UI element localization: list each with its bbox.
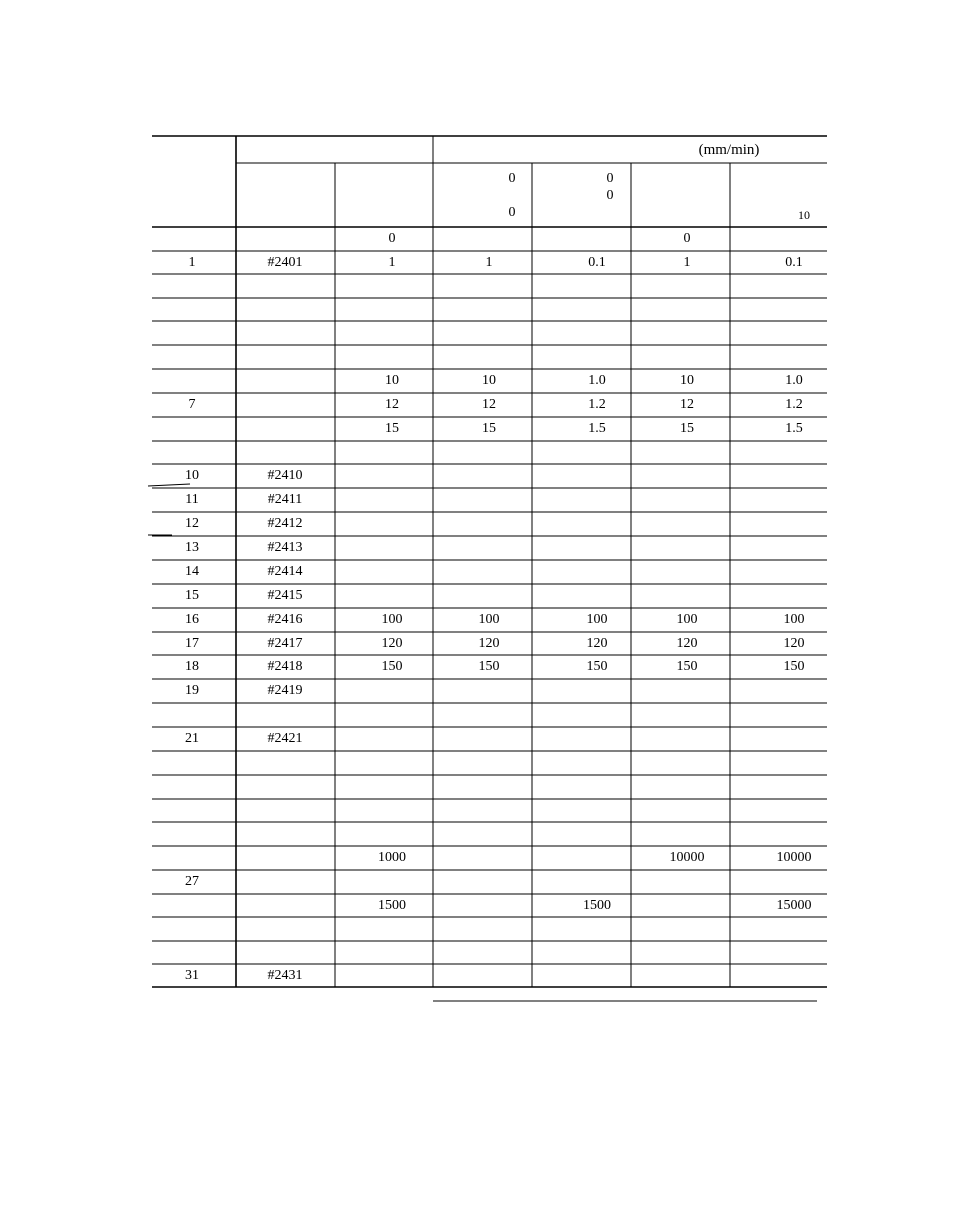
header-sub-value: 0 <box>508 171 516 186</box>
row-number: 17 <box>185 635 199 651</box>
parameter-id: #2401 <box>267 254 303 270</box>
row-number: 14 <box>185 564 199 579</box>
cell-value: 100 <box>478 612 500 627</box>
parameter-id: #2421 <box>267 731 303 746</box>
header-sub-value: 0 <box>606 188 614 203</box>
header-sub-value: 0 <box>606 171 614 186</box>
cell-value: 100 <box>586 612 608 627</box>
row-number: 31 <box>185 967 199 983</box>
parameter-id: #2431 <box>267 967 303 983</box>
header-sub-value: 10 <box>798 208 810 222</box>
row-number: 10 <box>185 468 199 483</box>
cell-value: 0.1 <box>785 254 803 270</box>
row-number: 1 <box>188 254 196 270</box>
cell-value: 12 <box>385 397 399 412</box>
row-number: 18 <box>185 659 199 674</box>
unit-label: (mm/min) <box>698 142 760 158</box>
cell-value: 10000 <box>776 850 812 865</box>
cell-value: 100 <box>783 612 805 627</box>
cell-value: 120 <box>381 635 403 651</box>
row-number: 21 <box>185 731 199 746</box>
row-number: 19 <box>185 683 199 698</box>
cell-value: 120 <box>676 635 698 651</box>
parameter-id: #2413 <box>267 540 303 555</box>
cell-value: 15000 <box>776 897 812 913</box>
cell-value: 150 <box>381 659 403 674</box>
cell-value: 1.5 <box>588 421 606 436</box>
parameter-id: #2412 <box>267 516 303 531</box>
cell-value: 15 <box>482 421 496 436</box>
cell-value: 1 <box>683 254 691 270</box>
parameter-id: #2419 <box>267 683 303 698</box>
cell-value: 10 <box>385 373 399 388</box>
cell-value: 12 <box>680 397 694 412</box>
parameter-id: #2415 <box>267 588 303 603</box>
row-number: 12 <box>185 516 199 531</box>
cell-value: 1.5 <box>785 421 803 436</box>
cell-value: 100 <box>676 612 698 627</box>
cell-value: 15 <box>385 421 399 436</box>
cell-value: 1500 <box>378 897 406 913</box>
cell-value: 1000 <box>378 850 406 865</box>
cell-value: 150 <box>783 659 805 674</box>
parameter-id: #2416 <box>267 612 303 627</box>
cell-value: 100 <box>381 612 403 627</box>
row-number: 16 <box>185 612 199 627</box>
cell-value: 1 <box>485 254 493 270</box>
row-number: 13 <box>185 540 199 555</box>
row-number: 27 <box>185 874 199 889</box>
cell-value: 150 <box>586 659 608 674</box>
cell-value: 120 <box>478 635 500 651</box>
margin-mark <box>148 484 190 486</box>
header-sub-value: 0 <box>508 205 516 220</box>
cell-value: 10000 <box>669 850 705 865</box>
cell-value: 0 <box>683 231 691 246</box>
row-number: 15 <box>185 588 199 603</box>
cell-value: 10 <box>482 373 496 388</box>
cell-value: 150 <box>478 659 500 674</box>
cell-value: 15 <box>680 421 694 436</box>
parameter-id: #2410 <box>267 468 303 483</box>
cell-value: 12 <box>482 397 496 412</box>
cell-value: 1.0 <box>785 373 803 388</box>
parameter-id: #2411 <box>267 492 303 507</box>
row-number: 11 <box>185 492 199 507</box>
cell-value: 0.1 <box>588 254 606 270</box>
cell-value: 120 <box>783 635 805 651</box>
row-number: 7 <box>188 397 196 412</box>
parameter-id: #2417 <box>267 635 303 651</box>
parameter-id: #2418 <box>267 659 303 674</box>
cell-value: 0 <box>388 231 396 246</box>
parameter-id: #2414 <box>267 564 303 579</box>
cell-value: 150 <box>676 659 698 674</box>
cell-value: 10 <box>680 373 694 388</box>
cell-value: 1 <box>388 254 396 270</box>
cell-value: 1.2 <box>588 397 606 412</box>
cell-value: 1.0 <box>588 373 606 388</box>
cell-value: 1.2 <box>785 397 803 412</box>
cell-value: 1500 <box>583 897 611 913</box>
cell-value: 120 <box>586 635 608 651</box>
